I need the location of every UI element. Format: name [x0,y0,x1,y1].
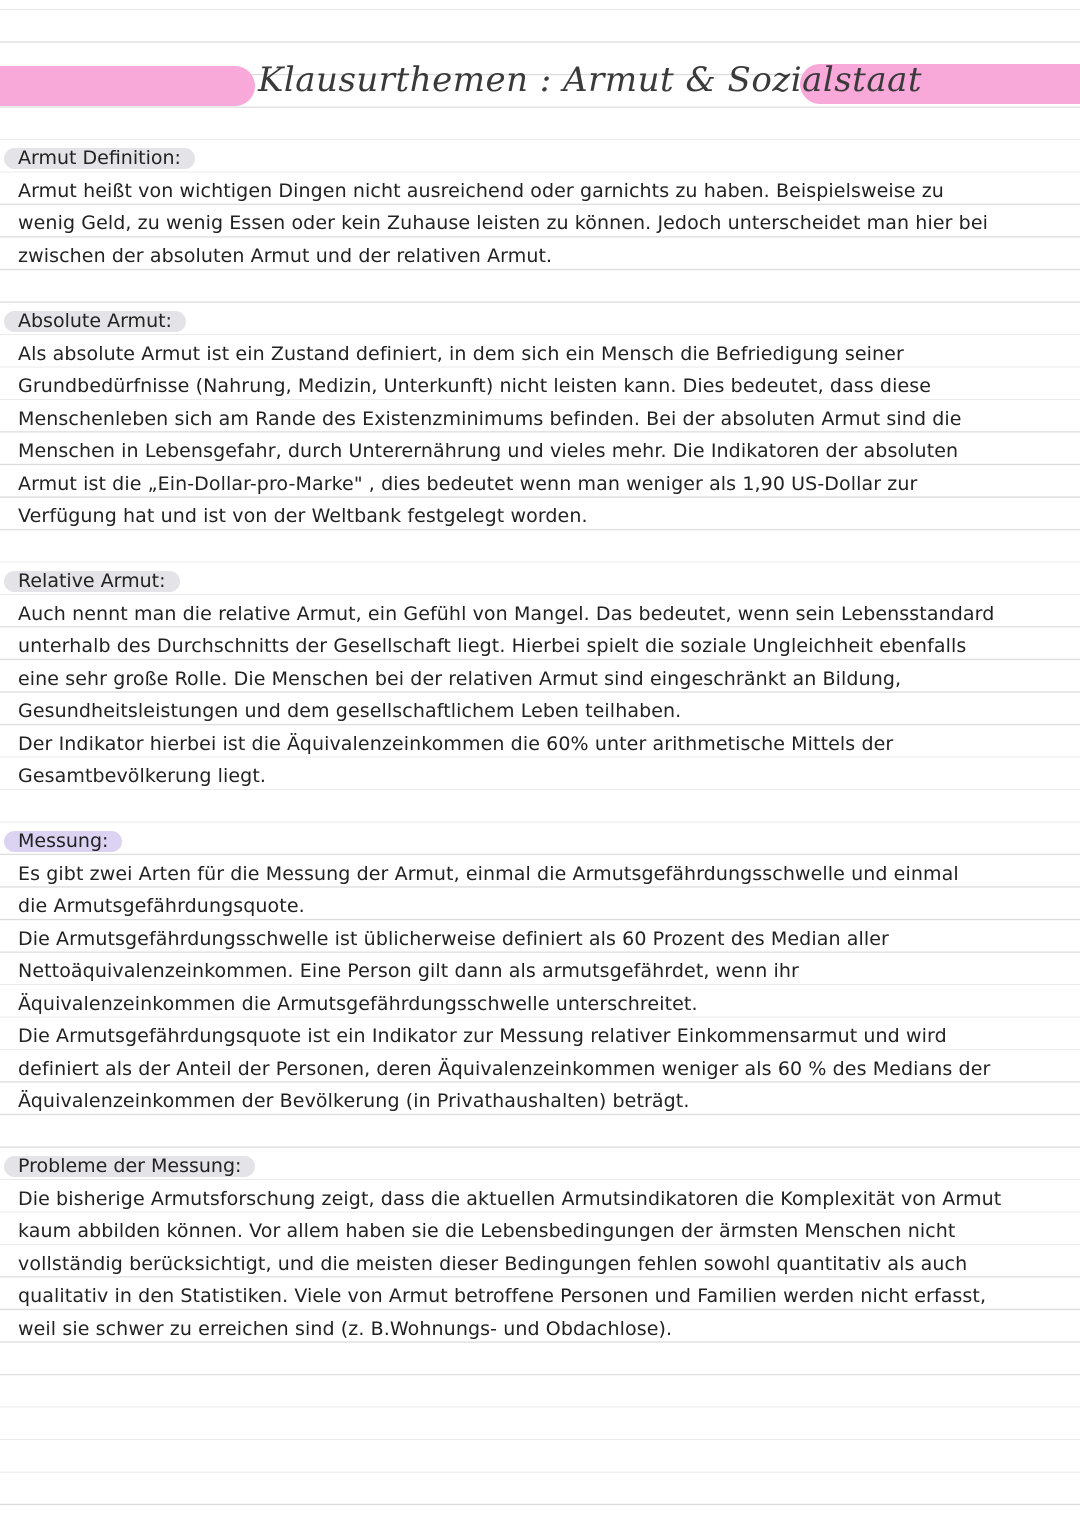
text-line: Menschenleben sich am Rande des Existenzminimums befinden. Bei der absoluten Armut sind die [18,407,962,430]
text-line: weil sie schwer zu erreichen sind (z. B.Wohnungs- und Obdachlose). [18,1317,673,1340]
text-line: Die Armutsgefährdungsschwelle ist üblicherweise definiert als 60 Prozent des Median aller [18,927,889,950]
text-line: Menschen in Lebensgefahr, durch Unterernährung und vieles mehr. Die Indikatoren der absoluten [18,440,959,462]
text-line: Auch nennt man die relative Armut, ein Gefühl von Mangel. Das bedeutet, wenn sein Lebensstandard [18,602,995,625]
section-probleme-der-messung [18,1150,1068,1345]
text-line: wenig Geld, zu wenig Essen oder kein Zuhause leisten zu können. Jedoch unterscheidet man hier bei [18,212,988,234]
text-line: Armut heißt von wichtigen Dingen nicht ausreichend oder garnichts zu haben. Beispielsweise zu [18,179,944,202]
title-banner [0,60,1080,110]
text-line: Äquivalenzeinkommen die Armutsgefährdungsschwelle unterschreitet. [18,992,698,1015]
section-messung [18,825,1068,1118]
text-line: kaum abbilden können. Vor allem haben sie die Lebensbedingungen der ärmsten Menschen nicht [18,1220,956,1242]
section-body [18,598,1068,793]
section-heading: Messung: [18,825,122,858]
text-line: Äquivalenzeinkommen der Bevölkerung (in Privathaushalten) beträgt. [18,1090,690,1112]
text-line: Die bisherige Armutsforschung zeigt, dass die aktuellen Armutsindikatoren die Komplexität von Armut [18,1187,1002,1210]
section-body [18,1183,1068,1346]
text-line: Grundbedürfnisse (Nahrung, Medizin, Unterkunft) nicht leisten kann. Dies bedeutet, dass diese [18,375,932,397]
text-line: qualitativ in den Statistiken. Viele von Armut betroffene Personen und Familien werden nicht erfasst, [18,1285,987,1307]
text-line: die Armutsgefährdungsquote. [18,895,305,917]
text-line: zwischen der absoluten Armut und der relativen Armut. [18,244,553,267]
section-heading: Absolute Armut: [18,305,186,338]
text-line: Verfügung hat und ist von der Weltbank festgelegt worden. [18,505,588,527]
text-line: Armut ist die „Ein-Dollar-pro-Marke" , dies bedeutet wenn man weniger als 1,90 US-Dollar zur [18,472,918,495]
page-title: Klausurthemen : Armut & Sozialstaat [258,60,923,100]
text-line: vollständig berücksichtigt, und die meisten dieser Bedingungen fehlen sowohl quantitativ als auch [18,1252,968,1275]
text-line: Der Indikator hierbei ist die Äquivalenzeinkommen die 60% unter arithmetische Mittels der [18,732,894,755]
section-absolute-armut [18,305,1068,533]
text-line: unterhalb des Durchschnitts der Gesellschaft liegt. Hierbei spielt die soziale Ungleichheit ebenfalls [18,635,967,657]
text-line: eine sehr große Rolle. Die Menschen bei der relativen Armut sind eingeschränkt an Bildung, [18,667,902,690]
text-line: Es gibt zwei Arten für die Messung der Armut, einmal die Armutsgefährdungsschwelle und einmal [18,862,959,885]
section-body [18,175,1068,273]
section-heading: Probleme der Messung: [18,1150,255,1183]
section-relative-armut [18,565,1068,793]
section-body [18,858,1068,1118]
section-armut-definition [18,142,1068,272]
title-band-left [0,66,255,106]
section-body [18,338,1068,533]
text-line: Nettoäquivalenzeinkommen. Eine Person gilt dann als armutsgefährdet, wenn ihr [18,960,799,982]
text-line: Gesundheitsleistungen und dem gesellschaftlichem Leben teilhaben. [18,700,682,722]
text-line: Als absolute Armut ist ein Zustand definiert, in dem sich ein Mensch die Befriedigung seiner [18,342,904,365]
section-heading: Relative Armut: [18,565,180,598]
text-line: Die Armutsgefährdungsquote ist ein Indikator zur Messung relativer Einkommensarmut und wird [18,1025,947,1047]
text-line: Gesamtbevölkerung liegt. [18,765,267,787]
section-heading: Armut Definition: [18,142,195,175]
text-line: definiert als der Anteil der Personen, deren Äquivalenzeinkommen weniger als 60 % des Medians der [18,1057,991,1080]
